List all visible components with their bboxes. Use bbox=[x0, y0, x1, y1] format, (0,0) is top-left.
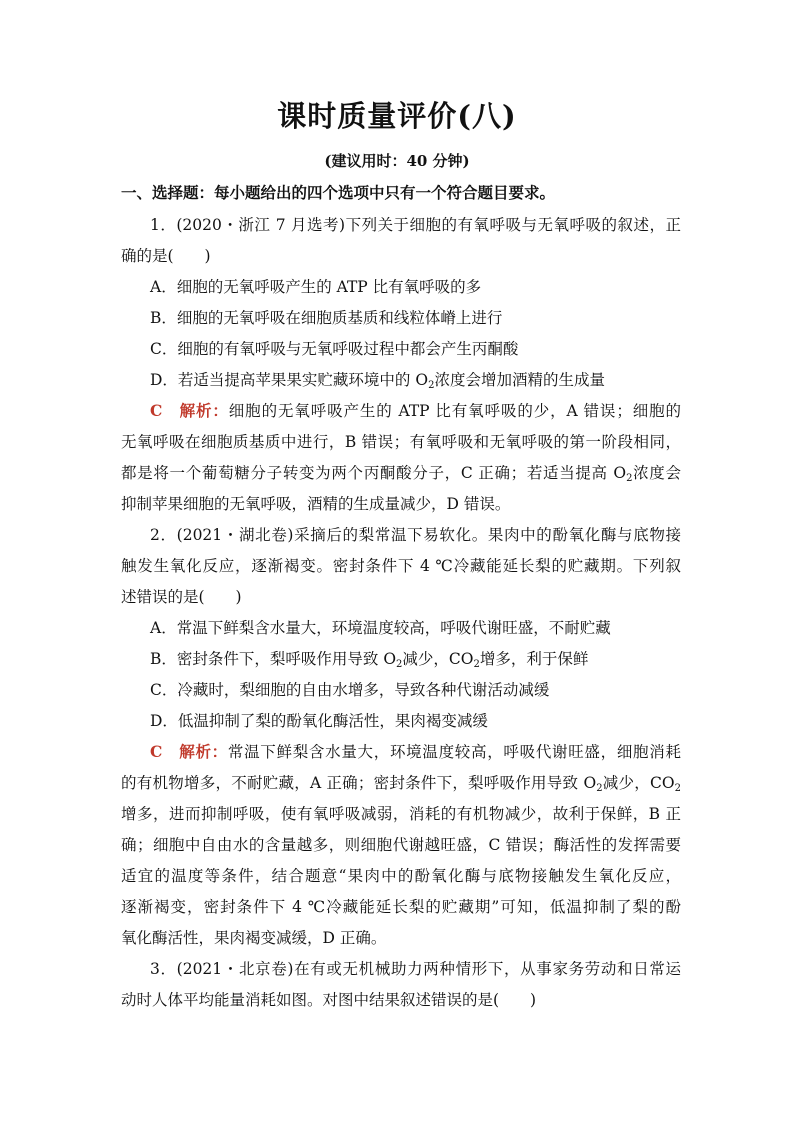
subscript-2: 2 bbox=[626, 473, 633, 484]
analysis-text-1: 的有机物增多，不耐贮藏，A 正确；密封条件下，梨呼吸作用导致 O bbox=[121, 774, 597, 792]
subscript-2: 2 bbox=[428, 380, 435, 391]
question-1-stem-line-2: 确的是( ) bbox=[121, 247, 211, 265]
answer-letter: C bbox=[150, 401, 163, 420]
answer-letter: C bbox=[150, 742, 163, 761]
question-3-stem-line-2: 动时人体平均能量消耗如图。对图中结果叙述错误的是( ) bbox=[121, 991, 537, 1009]
subscript-2: 2 bbox=[396, 659, 403, 670]
question-2-analysis-line-4: 确；细胞中自由水的含量越多，则细胞代谢越旺盛，C 错误；酶活性的发挥需要 bbox=[121, 836, 681, 854]
question-1-analysis-line-2: 无氧呼吸在细胞质基质中进行，B 错误；有氧呼吸和无氧呼吸的第一阶段相同， bbox=[121, 433, 681, 451]
question-1-analysis-line-1 bbox=[150, 398, 681, 424]
question-2-option-a: A．常温下鲜梨含水量大，环境温度较高，呼吸代谢旺盛，不耐贮藏 bbox=[150, 619, 611, 637]
analysis-text: 细胞的无氧呼吸产生的 ATP 比有氧呼吸的少，A 错误；细胞的 bbox=[228, 402, 681, 420]
analysis-text-post: 浓度会 bbox=[632, 464, 681, 482]
question-1-stem-line-1: 1．(2020・浙江 7 月选考)下列关于细胞的有氧呼吸与无氧呼吸的叙述，正 bbox=[150, 216, 681, 234]
option-b-text-1: B．密封条件下，梨呼吸作用导致 O bbox=[150, 650, 397, 668]
question-2-analysis-line-3: 增多，进而抑制呼吸，使有氧呼吸减弱，消耗的有机物减少，故利于保鲜，B 正 bbox=[121, 805, 681, 823]
subscript-2: 2 bbox=[596, 783, 603, 794]
page-subtitle: (建议用时：40 分钟) bbox=[324, 152, 470, 170]
question-1-analysis-line-3 bbox=[121, 460, 681, 486]
question-1-option-a: A．细胞的无氧呼吸产生的 ATP 比有氧呼吸的多 bbox=[150, 278, 482, 296]
question-1-option-d bbox=[150, 367, 710, 393]
analysis-text-2: 减少，CO bbox=[602, 774, 675, 792]
question-2-analysis-line-2 bbox=[121, 770, 681, 796]
option-d-text-post: 浓度会增加酒精的生成量 bbox=[434, 371, 605, 389]
section-heading: 一、选择题：每小题给出的四个选项中只有一个符合题目要求。 bbox=[121, 183, 556, 202]
question-2-stem-line-1: 2．(2021・湖北卷)采摘后的梨常温下易软化。果肉中的酚氧化酶与底物接 bbox=[150, 526, 681, 544]
page-title: 课时质量评价(八) bbox=[277, 99, 517, 133]
question-2-stem-line-3: 述错误的是( ) bbox=[121, 588, 242, 606]
analysis-text-pre: 都是将一个葡萄糖分子转变为两个丙酮酸分子，C 正确；若适当提高 O bbox=[121, 464, 627, 482]
analysis-label: 解析： bbox=[179, 401, 229, 420]
question-2-option-d: D．低温抑制了梨的酚氧化酶活性，果肉褐变减缓 bbox=[150, 712, 488, 730]
question-2-analysis-line-6: 逐渐褐变，密封条件下 4 ℃冷藏能延长梨的贮藏期”可知，低温抑制了梨的酚 bbox=[121, 898, 681, 916]
question-2-analysis-line-5: 适宜的温度等条件，结合题意“果肉中的酚氧化酶与底物接触发生氧化反应， bbox=[121, 867, 681, 885]
question-2-option-b bbox=[150, 646, 710, 672]
question-2-option-c: C．冷藏时，梨细胞的自由水增多，导致各种代谢活动减缓 bbox=[150, 681, 550, 699]
question-2-analysis-line-7: 氧化酶活性，果肉褐变减缓，D 正确。 bbox=[121, 929, 387, 947]
question-1-option-b: B．细胞的无氧呼吸在细胞质基质和线粒体嵴上进行 bbox=[150, 309, 503, 327]
analysis-text: 常温下鲜梨含水量大，环境温度较高，呼吸代谢旺盛，细胞消耗 bbox=[227, 743, 681, 761]
question-2-stem-line-2: 触发生氧化反应，逐渐褐变。密封条件下 4 ℃冷藏能延长梨的贮藏期。下列叙 bbox=[121, 557, 681, 575]
question-3-stem-line-1: 3．(2021・北京卷)在有或无机械助力两种情形下，从事家务劳动和日常运 bbox=[150, 960, 681, 978]
subscript-2: 2 bbox=[674, 783, 681, 794]
question-1-option-c: C．细胞的有氧呼吸与无氧呼吸过程中都会产生丙酮酸 bbox=[150, 340, 519, 358]
subscript-2: 2 bbox=[473, 659, 480, 670]
analysis-label: 解析： bbox=[179, 742, 228, 761]
question-1-analysis-line-4: 抑制苹果细胞的无氧呼吸，酒精的生成量减少，D 错误。 bbox=[121, 495, 511, 513]
option-b-text-2: 减少，CO bbox=[402, 650, 474, 668]
option-b-text-3: 增多，利于保鲜 bbox=[479, 650, 589, 668]
option-d-text-pre: D．若适当提高苹果果实贮藏环境中的 O bbox=[150, 371, 429, 389]
question-2-analysis-line-1 bbox=[150, 739, 681, 765]
